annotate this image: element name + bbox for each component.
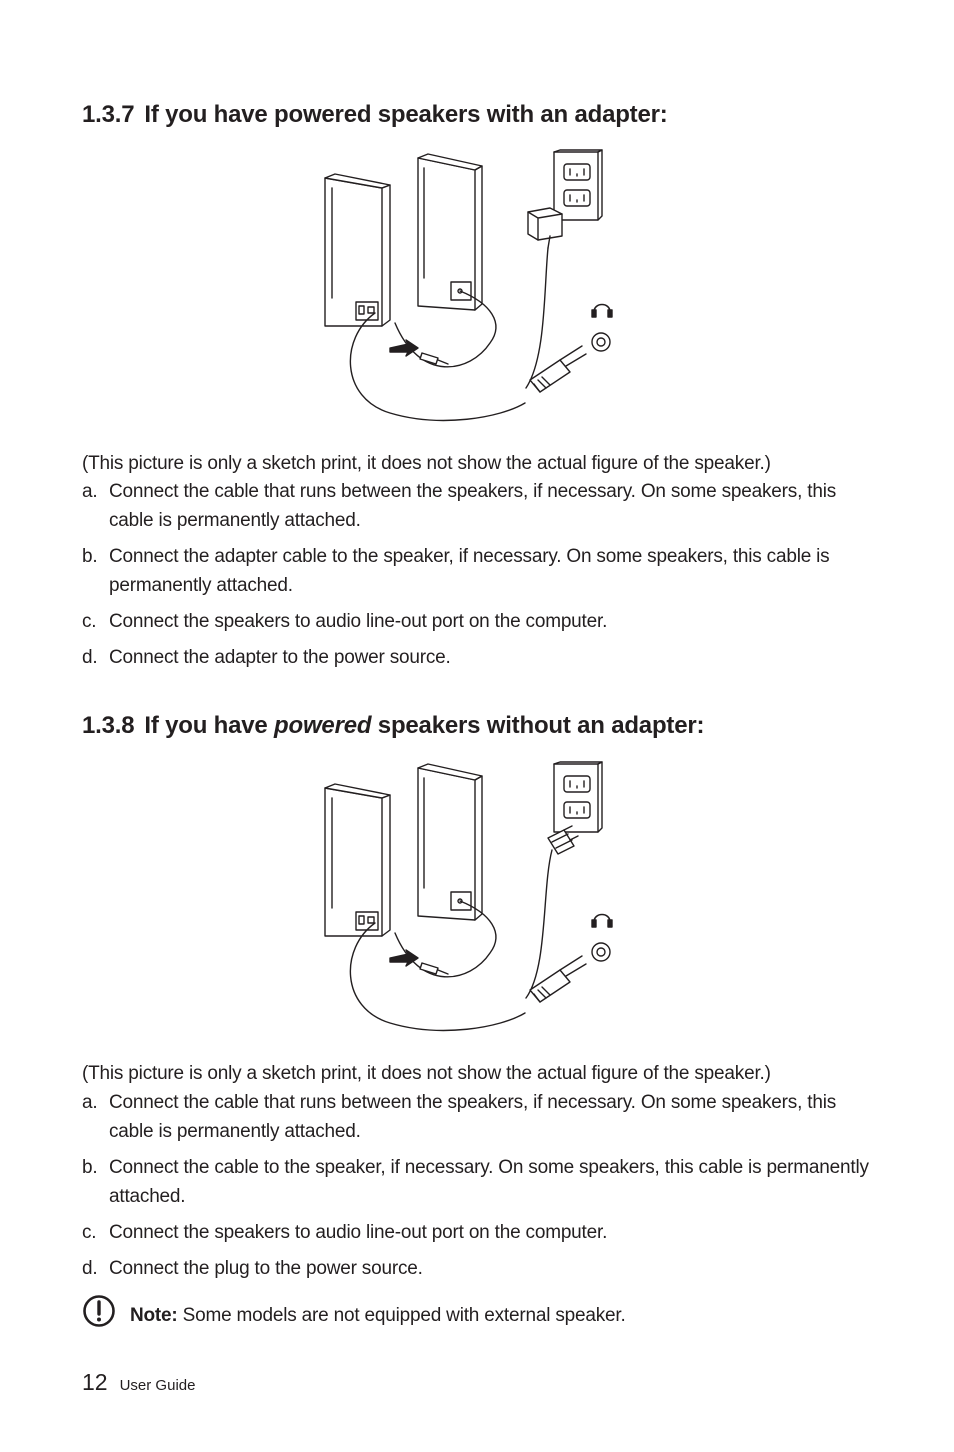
steps-list-1-3-7 [82, 477, 872, 679]
list-item: d. Connect the adapter to the power source. [82, 647, 451, 668]
section-heading-1-3-7 [82, 100, 668, 130]
speaker-plug-illustration [320, 758, 620, 1043]
list-item: a. Connect the cable that runs between the speakers, if necessary. On some speakers, this cable is permanently attached. [82, 1092, 837, 1142]
wall-outlet-drawing [554, 762, 602, 832]
wall-outlet-drawing [554, 150, 602, 220]
section-title: If you have powered speakers with an adapter: [144, 101, 668, 128]
section-heading-1-3-8: 1.3.8 If you have powered speakers without an adapter: [82, 712, 705, 739]
power-adapter-drawing [528, 208, 562, 248]
list-item: c. Connect the speakers to audio line-out port on the computer. [82, 1222, 608, 1243]
note-box [82, 1292, 872, 1332]
speaker-adapter-illustration [320, 148, 620, 433]
list-item: c. Connect the speakers to audio line-out port on the computer. [82, 611, 608, 632]
guide-label: User Guide [119, 1377, 196, 1394]
exclamation-circle-icon [82, 1294, 116, 1328]
section-number: 1.3.7 [82, 101, 135, 128]
list-item: a. Connect the cable that runs between the speakers, if necessary. On some speakers, this cable is permanently attached. [82, 481, 837, 531]
left-speaker-drawing [325, 174, 390, 326]
note-text: Note: Some models are not equipped with external speaker. [130, 1305, 626, 1326]
note-label: Note: [130, 1305, 178, 1326]
left-speaker-drawing [325, 784, 390, 936]
right-speaker-drawing [418, 764, 482, 920]
list-item: d. Connect the plug to the power source. [82, 1258, 423, 1279]
page-footer [82, 1368, 195, 1396]
figure-caption-1: (This picture is only a sketch print, it does not show the actual figure of the speaker.) [82, 453, 771, 474]
page-number: 12 [82, 1369, 108, 1395]
steps-list-1-3-8 [82, 1088, 872, 1290]
list-item: b. Connect the cable to the speaker, if necessary. On some speakers, this cable is permanently attached. [82, 1157, 869, 1207]
list-item: b. Connect the adapter cable to the speaker, if necessary. On some speakers, this cable is permanently attached. [82, 546, 830, 596]
right-speaker-drawing [418, 154, 482, 310]
figure-caption-2: (This picture is only a sketch print, it does not show the actual figure of the speaker.) [82, 1063, 771, 1084]
section-number: 1.3.8 [82, 712, 135, 739]
title-emphasis: powered [274, 712, 372, 739]
